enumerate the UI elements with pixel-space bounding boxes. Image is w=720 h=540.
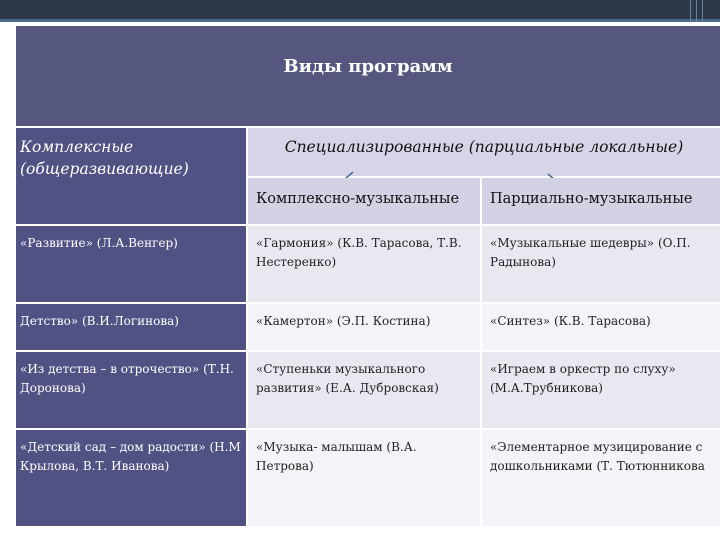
decor-line xyxy=(690,0,691,22)
cell-partial-music: «Элементарное музицирование с дошкольниками (Т. Тютюнникова xyxy=(482,430,720,526)
sub-header-partial-music xyxy=(482,178,720,224)
cell-complex: «Развитие» (Л.А.Венгер) xyxy=(16,226,246,302)
cell-complex-music: «Ступеньки музыкального развития» (Е.А. Дубровская) xyxy=(248,352,480,428)
decor-line xyxy=(696,0,697,22)
specialized-programs-label: Специализированные (парциальные локальные) xyxy=(284,138,684,156)
slide xyxy=(16,22,720,540)
page-title: Виды программ xyxy=(283,56,453,77)
cell-complex: Детство» (В.И.Логинова) xyxy=(16,304,246,350)
sub-header-complex-music xyxy=(248,178,480,224)
sub-header-complex-music-label: Комплексно-музыкальные xyxy=(256,191,460,207)
cell-complex-music: «Музыка- малышам (В.А. Петрова) xyxy=(248,430,480,526)
cell-partial-music: «Музыкальные шедевры» (О.П. Радынова) xyxy=(482,226,720,302)
cell-complex-music: «Гармония» (К.В. Тарасова, Т.В. Нестеренко) xyxy=(248,226,480,302)
table-row xyxy=(16,304,720,350)
cell-complex: «Из детства – в отрочество» (Т.Н. Доронова) xyxy=(16,352,246,428)
table-header xyxy=(16,26,720,128)
top-decoration-bar xyxy=(0,0,720,22)
table-row xyxy=(16,430,720,526)
cell-partial-music: «Синтез» (К.В. Тарасова) xyxy=(482,304,720,350)
cell-complex-music: «Камертон» (Э.П. Костина) xyxy=(248,304,480,350)
cell-complex: «Детский сад – дом радости» (Н.М Крылова, В.Т. Иванова) xyxy=(16,430,246,526)
sub-header-partial-music-label: Парциально-музыкальные xyxy=(490,191,693,207)
table-row xyxy=(16,226,720,302)
cell-partial-music: «Играем в оркестр по слуху» (М.А.Трубникова) xyxy=(482,352,720,428)
complex-programs-header xyxy=(16,128,246,224)
decor-line xyxy=(702,0,703,22)
complex-programs-label: Комплексные (общеразвивающие) xyxy=(20,138,189,178)
table-row xyxy=(16,352,720,428)
